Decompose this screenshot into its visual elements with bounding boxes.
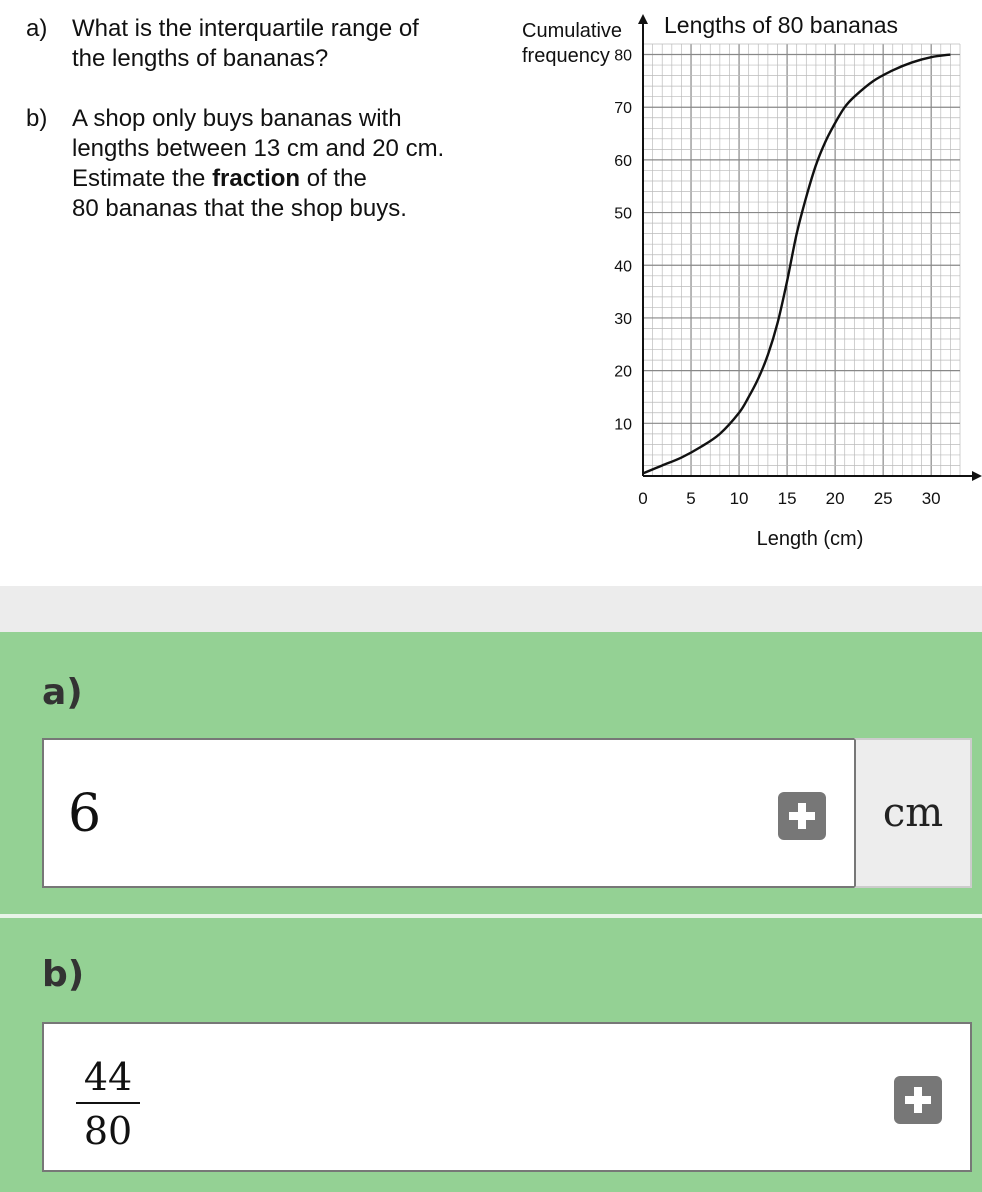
x-tick-label: 10 — [729, 489, 749, 508]
text-fragment: Estimate the — [72, 165, 213, 192]
answer-section-a — [0, 632, 982, 914]
answer-a-label: a) — [42, 672, 83, 713]
y-axis-label: Cumulative — [522, 20, 623, 42]
question-a-label: a) — [26, 15, 48, 42]
question-b-label: b) — [26, 105, 48, 132]
question-a-line: the lengths of bananas? — [72, 45, 329, 72]
answer-b-input[interactable] — [42, 1022, 972, 1172]
x-tick-label: 5 — [686, 489, 696, 508]
y-tick-label: 80 — [614, 47, 632, 65]
chart-title: Lengths of 80 bananas — [664, 12, 899, 38]
fraction-denominator: 80 — [83, 1109, 133, 1153]
bold-word-fraction: fraction — [212, 165, 301, 192]
x-tick-label: 30 — [921, 489, 941, 508]
question-a-line: What is the interquartile range of — [72, 15, 419, 42]
question-b-line: A shop only buys bananas with — [72, 105, 402, 132]
answer-a-value: 6 — [68, 784, 102, 844]
x-tick-label: 0 — [638, 489, 648, 508]
answer-a-input[interactable] — [42, 738, 856, 888]
plus-icon[interactable] — [778, 792, 826, 840]
y-tick-label: 30 — [614, 310, 632, 328]
question-panel — [0, 0, 982, 586]
x-tick-label: 15 — [777, 489, 797, 508]
x-axis-label: Length (cm) — [756, 528, 864, 550]
y-tick-label: 10 — [614, 416, 632, 434]
y-axis-arrow-icon — [638, 14, 648, 24]
y-tick-label: 60 — [614, 152, 632, 170]
fraction-bar — [76, 1102, 140, 1104]
question-b-text — [72, 104, 512, 224]
answer-section-b — [0, 918, 982, 1192]
x-axis-arrow-icon — [972, 471, 982, 481]
cumulative-frequency-chart — [510, 0, 982, 586]
question-b-line: 80 bananas that the shop buys. — [72, 195, 407, 222]
y-tick-label: 50 — [614, 205, 632, 223]
answer-b-label: b) — [42, 954, 85, 995]
question-b-line: lengths between 13 cm and 20 cm. — [72, 135, 445, 162]
plus-icon[interactable] — [894, 1076, 942, 1124]
x-tick-label: 20 — [825, 489, 845, 508]
fraction-numerator: 44 — [83, 1055, 133, 1099]
y-axis-label: frequency — [522, 45, 610, 67]
chart-svg — [510, 0, 982, 586]
y-tick-label: 40 — [614, 258, 632, 276]
y-tick-label: 70 — [614, 100, 632, 118]
answer-a-unit: cm — [854, 738, 972, 888]
y-tick-label: 20 — [614, 363, 632, 381]
question-b-line — [72, 164, 512, 194]
x-tick-label: 25 — [873, 489, 893, 508]
separator-band — [0, 586, 982, 632]
text-fragment: of the — [300, 165, 367, 192]
answer-b-fraction — [76, 1054, 140, 1154]
question-a-text — [72, 14, 512, 74]
